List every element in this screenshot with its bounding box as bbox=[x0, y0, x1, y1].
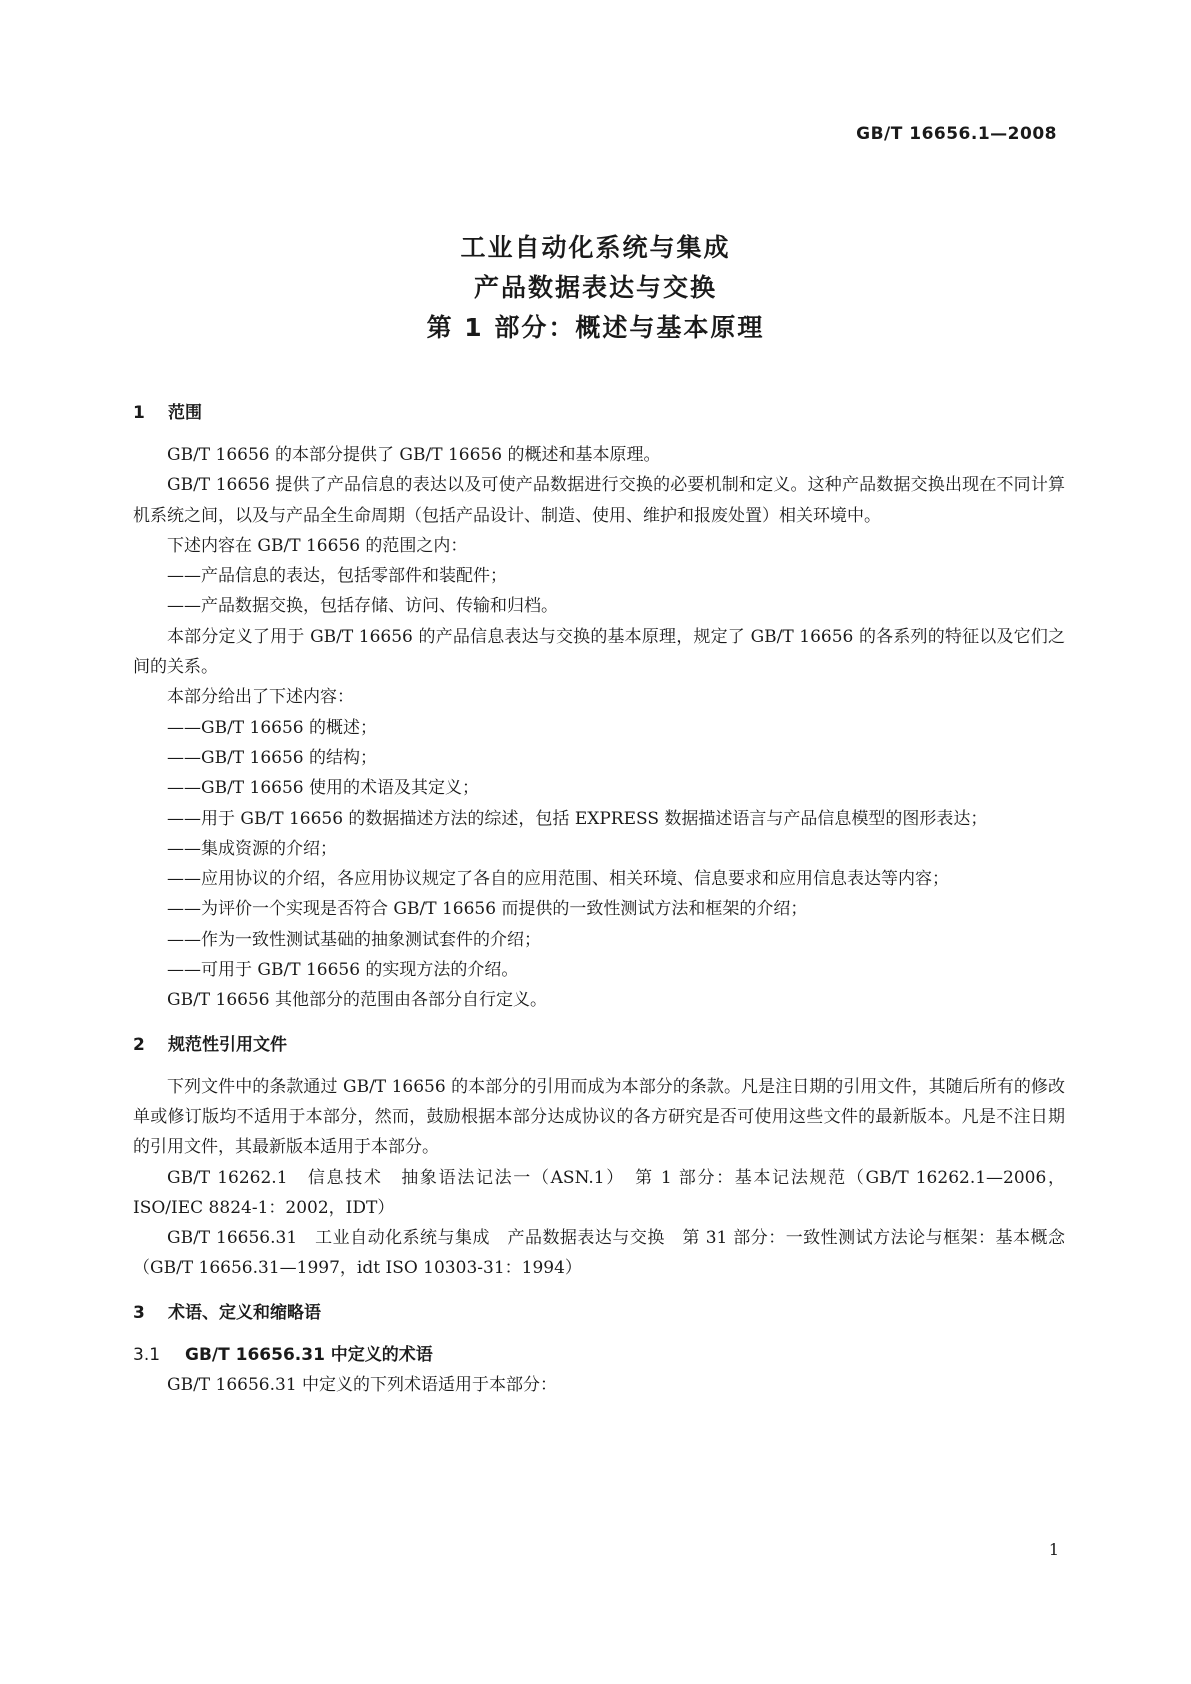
list-item: ——GB/T 16656 使用的术语及其定义； bbox=[167, 778, 480, 799]
paragraph: 本部分给出了下述内容： bbox=[167, 687, 354, 708]
list-item: ——作为一致性测试基础的抽象测试套件的介绍； bbox=[167, 929, 541, 950]
title-line-2: 产品数据表达与交换 bbox=[473, 273, 717, 302]
section-number: 3 bbox=[133, 1302, 145, 1323]
title-line-3: 第 1 部分：概述与基本原理 bbox=[426, 313, 765, 342]
page-number: 1 bbox=[1048, 1540, 1059, 1559]
list-item: ——产品数据交换，包括存储、访问、传输和归档。 bbox=[167, 596, 558, 617]
title-line-1: 工业自动化系统与集成 bbox=[460, 233, 731, 262]
list-item: ——GB/T 16656 的概述； bbox=[167, 717, 378, 738]
paragraph: 下述内容在 GB/T 16656 的范围之内： bbox=[167, 535, 468, 556]
normative-reference: GB/T 16656.31 工业自动化系统与集成 产品数据表达与交换 第 31 部分：一致性测试方法论与框架：基本概念（GB/T 16656.31—1997，idt ISO 10303-31：1994） bbox=[133, 1228, 1065, 1279]
paragraph: 本部分定义了用于 GB/T 16656 的产品信息表达与交换的基本原理，规定了 GB/T 16656 的各系列的特征以及它们之间的关系。 bbox=[133, 626, 1065, 678]
list-item: ——集成资源的介绍； bbox=[167, 838, 337, 859]
list-item: ——可用于 GB/T 16656 的实现方法的介绍。 bbox=[167, 960, 519, 981]
section-title: 术语、定义和缩略语 bbox=[168, 1302, 321, 1323]
section-2-heading bbox=[133, 1030, 1065, 1060]
document-title bbox=[0, 228, 1191, 348]
paragraph: GB/T 16656 的本部分提供了 GB/T 16656 的概述和基本原理。 bbox=[167, 445, 661, 465]
section-number: 1 bbox=[133, 403, 145, 423]
list-item: ——产品信息的表达，包括零部件和装配件； bbox=[167, 566, 507, 587]
section-title: 范围 bbox=[168, 403, 202, 423]
section-1-heading bbox=[133, 398, 1065, 428]
list-item: ——为评价一个实现是否符合 GB/T 16656 而提供的一致性测试方法和框架的介绍； bbox=[167, 899, 808, 920]
paragraph: 下列文件中的条款通过 GB/T 16656 的本部分的引用而成为本部分的条款。凡是注日期的引用文件，其随后所有的修改单或修订版均不适用于本部分，然而，鼓励根据本部分达成协议的各方研究是否可使用这些文件的最新版本。凡是不注日期的引用文件，其最新版本适用于本部分。 bbox=[133, 1076, 1065, 1158]
subsection-3-1-heading bbox=[133, 1340, 1065, 1370]
normative-reference: GB/T 16262.1 信息技术 抽象语法记法一（ASN.1） 第 1 部分：基本记法规范（GB/T 16262.1—2006，ISO/IEC 8824-1：2002，IDT） bbox=[133, 1167, 1065, 1218]
subsection-title: GB/T 16656.31 中定义的术语 bbox=[185, 1344, 433, 1365]
document-body bbox=[133, 398, 1065, 1400]
paragraph: GB/T 16656 其他部分的范围由各部分自行定义。 bbox=[167, 990, 548, 1011]
list-item: ——应用协议的介绍，各应用协议规定了各自的应用范围、相关环境、信息要求和应用信息表达等内容； bbox=[167, 869, 949, 890]
list-item: ——用于 GB/T 16656 的数据描述方法的综述，包括 EXPRESS 数据描述语言与产品信息模型的图形表达； bbox=[167, 808, 988, 829]
list-item: ——GB/T 16656 的结构； bbox=[167, 747, 378, 768]
paragraph: GB/T 16656 提供了产品信息的表达以及可使产品数据进行交换的必要机制和定义。这种产品数据交换出现在不同计算机系统之间，以及与产品全生命周期（包括产品设计、制造、使用、维护和报废处置）相关环境中。 bbox=[133, 475, 1065, 526]
subsection-number: 3.1 bbox=[133, 1344, 161, 1365]
section-number: 2 bbox=[133, 1034, 145, 1055]
standard-number: GB/T 16656.1—2008 bbox=[856, 124, 1057, 144]
section-3-heading bbox=[133, 1298, 1065, 1328]
paragraph: GB/T 16656.31 中定义的下列术语适用于本部分： bbox=[167, 1374, 558, 1395]
section-title: 规范性引用文件 bbox=[168, 1034, 287, 1055]
